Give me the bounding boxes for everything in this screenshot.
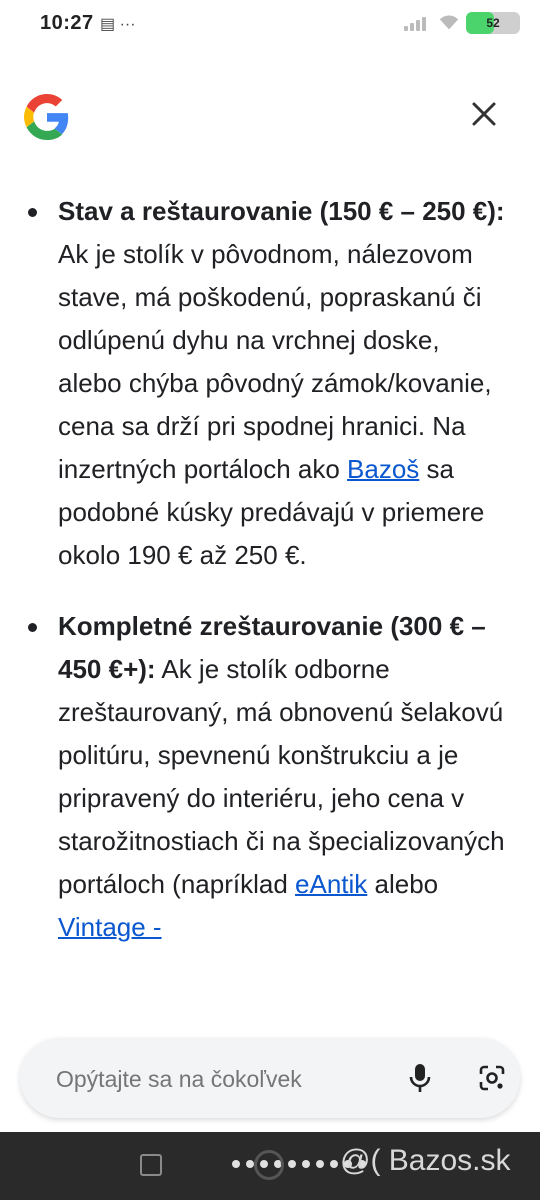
camera-lens-icon <box>478 1064 506 1092</box>
header <box>0 70 540 170</box>
battery-level: 52 <box>486 16 500 30</box>
microphone-icon <box>407 1063 433 1093</box>
list-item <box>0 190 540 577</box>
status-bar <box>0 0 540 52</box>
link-bazos[interactable]: Bazoš <box>347 454 420 484</box>
item-text: Ak je stolík odborne zreštaurovaný, má obnovenú šelakovú politúru, spevnenú konštrukciu a je pripravený do interiéru, jeho cena v starožitnostiach či na špecializovaných portáloch (napríklad <box>58 654 505 899</box>
close-icon <box>471 101 497 127</box>
recents-button[interactable] <box>140 1154 162 1176</box>
link-vintage[interactable]: Vintage - <box>58 912 162 942</box>
bullet-dot <box>28 208 37 217</box>
item-text: Ak je stolík v pôvodnom, nálezovom stave, má poškodenú, popraskanú či odlúpenú dyhu na vrchnej doske, alebo chýba pôvodný zámok/kovanie, cena sa drží pri spodnej hranici. Na inzertných portáloch ako <box>58 239 492 484</box>
signal-icon <box>404 15 432 31</box>
status-time: 10:27 <box>40 12 94 34</box>
system-nav-bar <box>0 1132 540 1200</box>
watermark: @( Bazos.sk <box>340 1144 511 1177</box>
content-fade <box>0 950 540 1040</box>
lens-search-button[interactable] <box>470 1056 514 1100</box>
item-heading: Kompletné zreštaurovanie (300 € – 450 €+): <box>58 611 486 684</box>
notification-icons: ▤ ··· <box>100 16 136 33</box>
close-button[interactable] <box>462 92 506 136</box>
status-right-icons <box>404 12 520 34</box>
wifi-icon <box>438 14 460 32</box>
item-text: alebo <box>367 869 439 899</box>
answer-content <box>0 180 540 1030</box>
search-bar[interactable] <box>20 1038 520 1118</box>
home-button[interactable] <box>254 1150 284 1180</box>
bullet-dot <box>28 623 37 632</box>
item-heading: Stav a reštaurovanie (150 € – 250 €): <box>58 196 505 226</box>
google-g-icon <box>24 94 70 140</box>
battery-indicator <box>466 12 520 34</box>
link-eantik[interactable]: eAntik <box>295 869 368 899</box>
list-item <box>0 605 540 949</box>
item-text: sa podobné kúsky predávajú v priemere okolo 190 € až 250 €. <box>58 454 485 570</box>
search-input[interactable] <box>54 1038 358 1120</box>
voice-search-button[interactable] <box>398 1056 442 1100</box>
